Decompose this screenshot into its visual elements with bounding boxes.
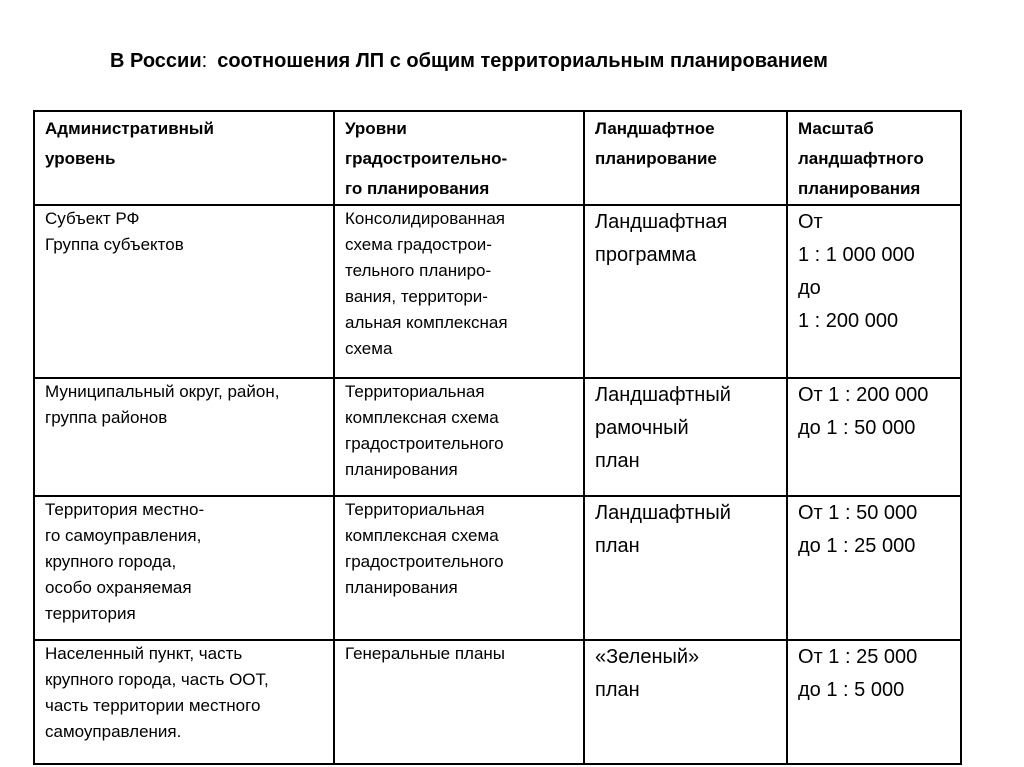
cell-admin-level: Населенный пункт, часть крупного города, часть ООТ, часть территории местного самоуправления. [34,640,334,764]
header-admin-level: Административный уровень [34,111,334,205]
cell-admin-level: Территория местно- го самоуправления, крупного города, особо охраняемая территория [34,496,334,640]
cell-urban-planning: Генеральные планы [334,640,584,764]
table-header-row [34,111,961,205]
cell-landscape-planning: «Зеленый» план [584,640,787,764]
cell-urban-planning: Консолидированная схема градострои- тельного планиро- вания, территори- альная комплексная схема [334,205,584,378]
header-landscape-scale: Масштаб ландшафтного планирования [787,111,961,205]
title-country: В России [110,50,202,72]
title-colon: : [201,50,208,72]
title-text: соотношения ЛП с общим территориальным планированием [217,50,828,72]
planning-table [33,110,962,765]
cell-urban-planning: Территориальная комплексная схема градостроительного планирования [334,378,584,496]
header-landscape-planning: Ландшафтное планирование [584,111,787,205]
cell-landscape-planning: Ландшафтный рамочный план [584,378,787,496]
cell-admin-level: Субъект РФ Группа субъектов [34,205,334,378]
cell-scale: От 1 : 25 000 до 1 : 5 000 [787,640,961,764]
cell-scale: От 1 : 1 000 000 до 1 : 200 000 [787,205,961,378]
cell-scale: От 1 : 50 000 до 1 : 25 000 [787,496,961,640]
page-title [110,50,828,73]
table-row [34,205,961,378]
header-urban-planning-levels: Уровни градостроительно- го планирования [334,111,584,205]
table-row [34,640,961,764]
table-row [34,496,961,640]
table-row [34,378,961,496]
cell-landscape-planning: Ландшафтная программа [584,205,787,378]
cell-urban-planning: Территориальная комплексная схема градостроительного планирования [334,496,584,640]
cell-admin-level: Муниципальный округ, район, группа районов [34,378,334,496]
cell-landscape-planning: Ландшафтный план [584,496,787,640]
cell-scale: От 1 : 200 000 до 1 : 50 000 [787,378,961,496]
